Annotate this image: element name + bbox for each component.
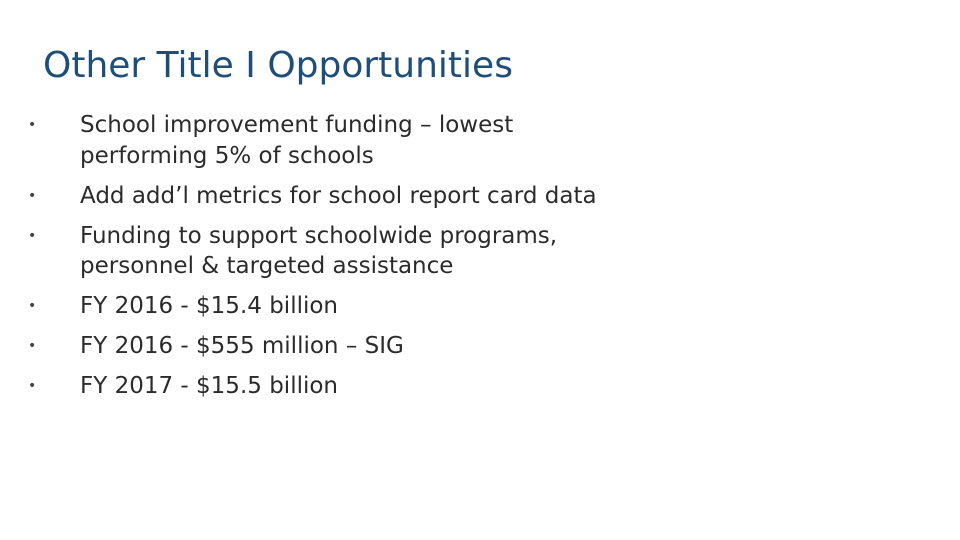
- list-item: [28, 181, 678, 212]
- list-item: [28, 331, 678, 362]
- list-item: [28, 110, 580, 171]
- bullet-text: FY 2017 - $15.5 billion: [80, 373, 339, 399]
- bullet-text: FY 2016 - $555 million – SIG: [80, 333, 404, 359]
- list-item: [28, 221, 620, 282]
- list-item: [28, 371, 678, 402]
- list-item: [28, 291, 678, 322]
- bullet-icon: •: [28, 298, 37, 314]
- bullet-text: FY 2016 - $15.4 billion: [80, 293, 339, 319]
- bullet-icon: •: [28, 338, 37, 354]
- bullet-list: [28, 110, 678, 411]
- bullet-icon: •: [28, 378, 37, 394]
- bullet-icon: •: [28, 117, 37, 133]
- bullet-text: Funding to support schoolwide programs, personnel & targeted assistance: [80, 222, 558, 279]
- bullet-text: Add add’l metrics for school report card data: [80, 182, 597, 209]
- bullet-icon: •: [28, 227, 37, 244]
- bullet-icon: •: [28, 187, 37, 204]
- bullet-text: School improvement funding – lowest performing 5% of schools: [80, 112, 514, 169]
- slide-title: Other Title I Opportunities: [43, 45, 513, 86]
